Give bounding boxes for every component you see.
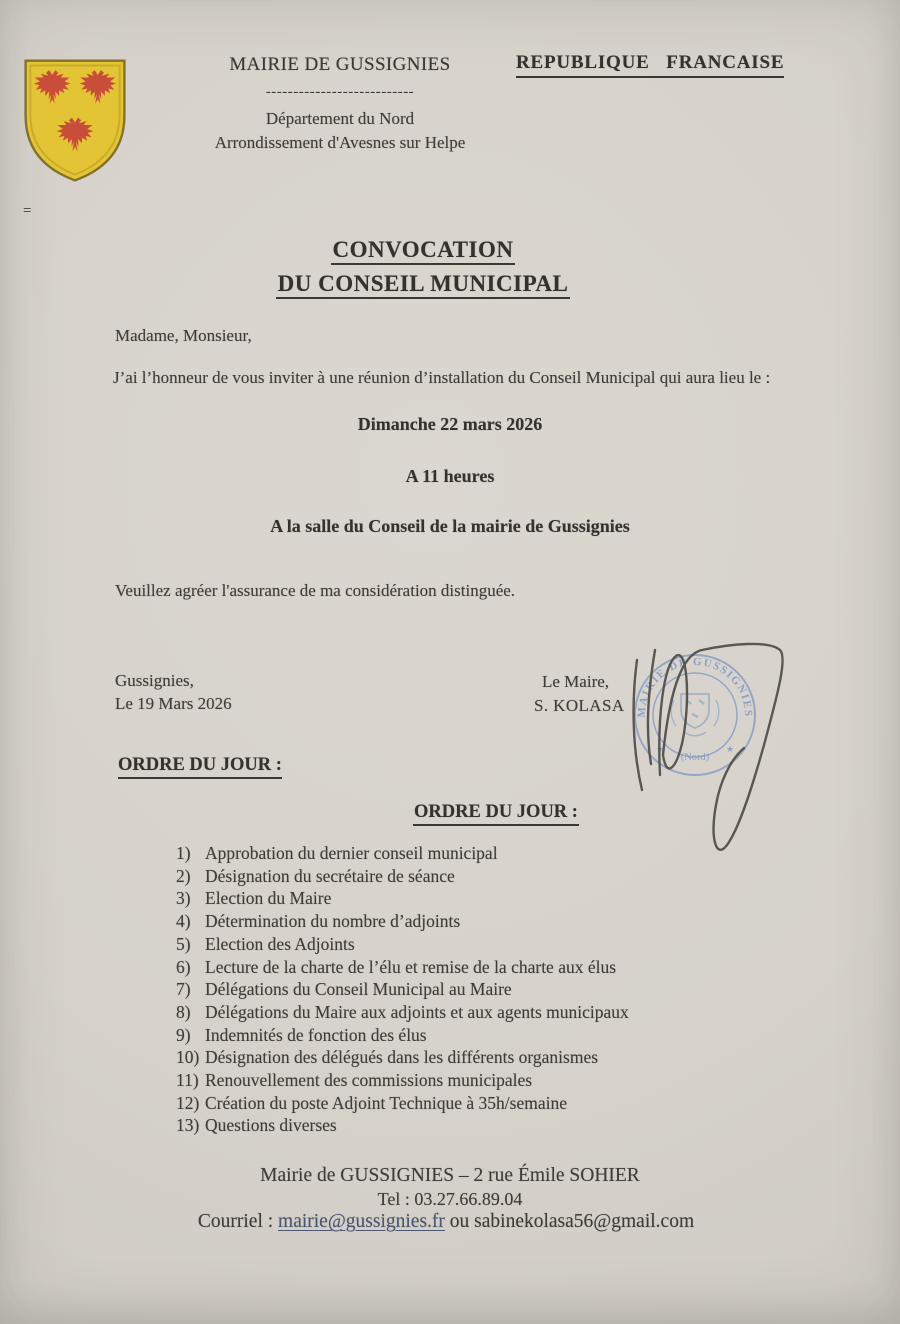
scan-artifact-mark: = [23,203,32,219]
stamp-nord-text: (Nord) [680,752,710,763]
agenda-item [0,978,900,1001]
agenda-list [0,842,900,1137]
letterhead-block [178,54,502,153]
agenda-item-number: 9) [176,1024,191,1045]
agenda-item-number: 1) [176,843,191,863]
gussignies-coat-of-arms [18,54,132,187]
agenda-item-text: Détermination du nombre d’adjoints [205,911,461,932]
agenda-item-number: 8) [176,1001,191,1022]
meeting-date: Dimanche 22 mars 2026 [357,414,543,434]
mairie-email-link[interactable]: mairie@gussignies.fr [278,1211,445,1232]
agenda-item-text: Délégations du Conseil Municipal au Maire [205,979,512,1000]
agenda-item [0,1114,900,1137]
document-title [0,238,846,299]
agenda-item [0,1001,900,1024]
title-line-2: DU CONSEIL MUNICIPAL [276,272,571,299]
footer-address: Mairie de GUSSIGNIES – 2 rue Émile SOHIER [260,1165,640,1186]
stamp-star-left-icon: ★ [656,744,665,754]
agenda-item-text: Election du Maire [205,888,332,909]
agenda-heading-center-text: ORDRE DU JOUR : [413,802,579,826]
handwritten-signature [612,636,802,866]
department-line: Département du Nord [265,109,415,128]
agenda-item-number: 5) [176,933,191,954]
arrondissement-line: Arrondissement d'Avesnes sur Helpe [214,133,466,152]
agenda-item-text: Election des Adjoints [205,933,355,954]
salutation: Madame, Monsieur, [115,326,252,345]
signature-date: Le 19 Mars 2026 [115,694,232,713]
agenda-item [0,865,900,888]
agenda-item [0,1069,900,1092]
agenda-item-number: 2) [176,865,191,886]
agenda-item-text: Approbation du dernier conseil municipal [205,843,498,863]
agenda-heading-left: ORDRE DU JOUR : [118,755,282,779]
agenda-item-text: Questions diverses [205,1115,337,1136]
agenda-item-text: Désignation des délégués dans les différents organismes [205,1047,599,1068]
agenda-item-text: Lecture de la charte de l’élu et remise de la charte aux élus [205,956,617,977]
agenda-item-text: Renouvellement des commissions municipales [205,1070,533,1091]
signatory-role: Le Maire, [542,672,610,691]
footer-phone: Tel : 03.27.66.89.04 [377,1189,523,1209]
footer-email-line [0,1211,892,1233]
agenda-item-text: Délégations du Maire aux adjoints et aux agents municipaux [205,1001,629,1022]
signature-place: Gussignies, [115,671,194,690]
closing-formula: Veuillez agréer l'assurance de ma considération distinguée. [115,581,516,600]
meeting-time: A 11 heures [405,466,495,486]
agenda-item-number: 3) [176,888,191,909]
meeting-place: A la salle du Conseil de la mairie de Gussignies [270,516,630,536]
agenda-item-number: 6) [176,956,191,977]
footer-email-rest: ou sabinekolasa56@gmail.com [444,1211,695,1232]
agenda-item-text: Indemnités de fonction des élus [205,1024,427,1045]
republique-francaise-heading: REPUBLIQUE FRANCAISE [516,52,784,78]
agenda-item-text: Désignation du secrétaire de séance [205,865,455,886]
stamp-star-right-icon: ★ [726,744,735,754]
stamp-ring-text: MAIRIE DE GUSSIGNIES [635,655,755,718]
agenda-item-number: 11) [176,1070,199,1091]
intro-paragraph: J’ai l’honneur de vous inviter à une réunion d’installation du Conseil Municipal qui aura lieu le : [113,368,771,387]
agenda-item-number: 7) [176,979,191,1000]
footer-email-label: Courriel : [197,1211,279,1232]
agenda-item-text: Création du poste Adjoint Technique à 35h/semaine [205,1092,567,1113]
agenda-item-number: 13) [176,1115,200,1136]
signatory-name: S. KOLASA [534,696,625,715]
agenda-item [0,910,900,933]
agenda-item [0,1092,900,1115]
mairie-title: MAIRIE DE GUSSIGNIES [229,54,451,75]
title-line-1: CONVOCATION [331,238,516,265]
agenda-item [0,1024,900,1047]
agenda-item-number: 10) [176,1047,200,1068]
agenda-item [0,1046,900,1069]
agenda-item [0,956,900,979]
agenda-item-number: 4) [176,911,191,932]
agenda-item [0,933,900,956]
letterhead-divider: --------------------------- [265,84,415,100]
agenda-item-number: 12) [176,1092,200,1113]
agenda-item [0,887,900,910]
